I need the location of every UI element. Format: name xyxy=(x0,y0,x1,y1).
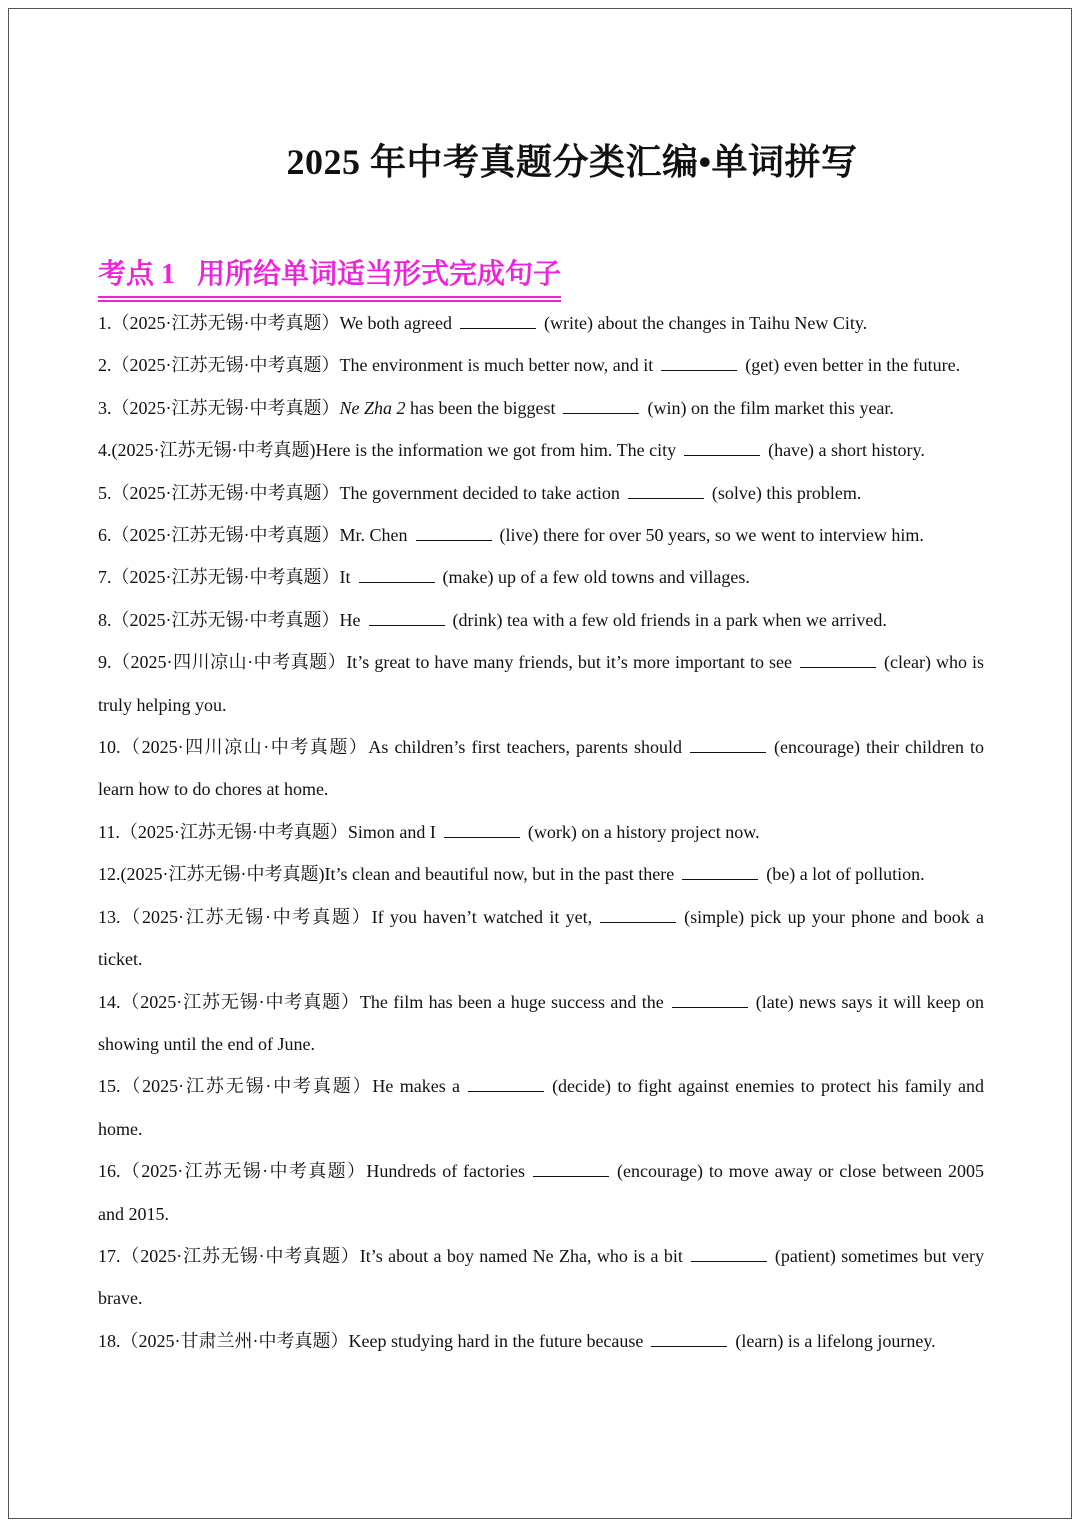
question-number: 2. xyxy=(98,355,112,376)
question-number: 16. xyxy=(98,1161,121,1182)
question-number: 10. xyxy=(98,737,121,758)
question-item xyxy=(98,981,984,1066)
question-item xyxy=(98,853,984,895)
question-item xyxy=(98,302,984,344)
question-number: 3. xyxy=(98,397,112,418)
question-item xyxy=(98,556,984,598)
question-item xyxy=(98,1320,984,1362)
answer-blank[interactable] xyxy=(684,441,760,456)
question-number: 6. xyxy=(98,525,112,546)
question-text: Simon and I xyxy=(347,821,436,842)
question-hint: (learn) is a lifelong journey. xyxy=(735,1330,936,1351)
question-number: 7. xyxy=(98,567,112,588)
question-hint: (be) a lot of pollution. xyxy=(766,864,925,885)
question-source: （2025·甘肃兰州·中考真题） xyxy=(120,1330,349,1351)
question-hint: (win) on the film market this year. xyxy=(647,397,894,418)
question-source: （2025·江苏无锡·中考真题） xyxy=(120,1245,360,1266)
section-underline xyxy=(98,296,561,298)
question-source: （2025·四川凉山·中考真题） xyxy=(111,652,347,673)
question-hint: (drink) tea with a few old friends in a park when we arrived. xyxy=(452,609,887,630)
answer-blank[interactable] xyxy=(600,908,676,923)
answer-blank[interactable] xyxy=(369,611,445,626)
answer-blank[interactable] xyxy=(682,865,758,880)
question-source: （2025·江苏无锡·中考真题） xyxy=(120,906,372,927)
question-hint: (have) a short history. xyxy=(768,440,925,461)
question-text: It xyxy=(339,567,351,588)
question-source: （2025·江苏无锡·中考真题） xyxy=(111,567,340,588)
answer-blank[interactable] xyxy=(690,738,766,753)
question-hint: (live) there for over 50 years, so we went to interview him. xyxy=(499,525,924,546)
question-hint: (late) news says it will keep on showing until the end of June. xyxy=(98,991,984,1054)
question-number: 13. xyxy=(98,906,121,927)
question-number: 15. xyxy=(98,1076,121,1097)
answer-blank[interactable] xyxy=(691,1247,767,1262)
question-number: 8. xyxy=(98,609,112,630)
question-source: （2025·江苏无锡·中考真题） xyxy=(111,397,340,418)
question-source: (2025·江苏无锡·中考真题) xyxy=(120,864,325,885)
question-source: （2025·江苏无锡·中考真题） xyxy=(120,1076,373,1097)
question-source: （2025·江苏无锡·中考真题） xyxy=(111,482,340,503)
section-heading xyxy=(98,252,561,294)
question-item xyxy=(98,472,984,514)
question-number: 9. xyxy=(98,652,112,673)
answer-blank[interactable] xyxy=(800,653,876,668)
question-number: 17. xyxy=(98,1245,121,1266)
question-text: As children’s first teachers, parents should xyxy=(368,737,682,758)
question-source: （2025·江苏无锡·中考真题） xyxy=(120,1161,367,1182)
question-number: 5. xyxy=(98,482,112,503)
answer-blank[interactable] xyxy=(533,1162,609,1177)
question-source: （2025·江苏无锡·中考真题） xyxy=(120,991,360,1012)
question-text: He makes a xyxy=(372,1076,461,1097)
question-number: 11. xyxy=(98,821,120,842)
question-hint: (write) about the changes in Taihu New City. xyxy=(544,313,868,333)
question-item xyxy=(98,896,984,981)
question-text: It’s about a boy named Ne Zha, who is a bit xyxy=(359,1245,683,1266)
question-item xyxy=(98,429,984,471)
question-item xyxy=(98,344,984,386)
question-text: We both agreed xyxy=(339,313,452,333)
question-hint: (clear) who is truly helping you. xyxy=(98,652,984,715)
section-text: 用所给单词适当形式完成句子 xyxy=(197,259,562,290)
question-item xyxy=(98,641,984,726)
question-number: 18. xyxy=(98,1330,121,1351)
question-text: He xyxy=(339,609,361,630)
question-title-italic: Ne Zha 2 xyxy=(339,397,406,418)
question-source: （2025·江苏无锡·中考真题） xyxy=(111,355,340,376)
question-text: The film has been a huge success and the xyxy=(359,991,664,1012)
question-item xyxy=(98,726,984,811)
question-hint: (simple) pick up your phone and book a ticket. xyxy=(98,906,984,970)
question-text: If you haven’t watched it yet, xyxy=(371,906,593,927)
question-text: It’s great to have many friends, but it’s more important to see xyxy=(346,652,792,673)
question-source: (2025·江苏无锡·中考真题) xyxy=(111,440,316,461)
answer-blank[interactable] xyxy=(444,823,520,838)
question-text: Hundreds of factories xyxy=(366,1161,526,1182)
answer-blank[interactable] xyxy=(651,1332,727,1347)
question-hint: (solve) this problem. xyxy=(711,482,862,503)
answer-blank[interactable] xyxy=(563,399,639,414)
answer-blank[interactable] xyxy=(468,1077,544,1092)
question-hint: (patient) sometimes but very brave. xyxy=(98,1245,984,1309)
question-list xyxy=(98,302,984,1362)
question-item xyxy=(98,599,984,641)
question-text: Here is the information we got from him. The city xyxy=(315,440,677,461)
answer-blank[interactable] xyxy=(661,356,737,371)
question-source: （2025·江苏无锡·中考真题） xyxy=(119,821,348,842)
question-number: 1. xyxy=(98,313,112,333)
question-hint: (encourage) to move away or close between 2005 and 2015. xyxy=(98,1161,984,1224)
question-number: 12. xyxy=(98,864,121,885)
answer-blank[interactable] xyxy=(359,568,435,583)
question-item xyxy=(98,514,984,556)
question-number: 4. xyxy=(98,440,112,461)
question-item xyxy=(98,387,984,429)
question-text: The government decided to take action xyxy=(339,482,620,503)
question-text: The environment is much better now, and it xyxy=(339,355,654,376)
question-text: has been the biggest xyxy=(405,397,556,418)
answer-blank[interactable] xyxy=(460,314,536,329)
question-source: （2025·江苏无锡·中考真题） xyxy=(111,525,340,546)
answer-blank[interactable] xyxy=(416,526,492,541)
question-hint: (decide) to fight against enemies to protect his family and home. xyxy=(98,1076,984,1139)
question-item xyxy=(98,1235,984,1320)
answer-blank[interactable] xyxy=(628,484,704,499)
question-hint: (work) on a history project now. xyxy=(527,821,760,842)
question-source: （2025·四川凉山·中考真题） xyxy=(120,737,369,758)
question-item xyxy=(98,1065,984,1150)
answer-blank[interactable] xyxy=(672,993,748,1008)
question-item xyxy=(98,811,984,853)
question-number: 14. xyxy=(98,991,121,1012)
question-item xyxy=(98,1150,984,1235)
page-title: 2025 年中考真题分类汇编•单词拼写 xyxy=(286,142,858,182)
question-hint: (make) up of a few old towns and villages. xyxy=(442,567,750,588)
question-text: Keep studying hard in the future because xyxy=(348,1330,644,1351)
question-text: It’s clean and beautiful now, but in the past there xyxy=(324,864,675,885)
question-source: （2025·江苏无锡·中考真题） xyxy=(111,609,340,630)
question-hint: (get) even better in the future. xyxy=(745,355,961,376)
question-source: （2025·江苏无锡·中考真题） xyxy=(111,313,340,333)
section-label: 考点 1 xyxy=(98,259,176,290)
question-hint: (encourage) their children to learn how to do chores at home. xyxy=(98,737,984,800)
question-text: Mr. Chen xyxy=(339,525,408,546)
